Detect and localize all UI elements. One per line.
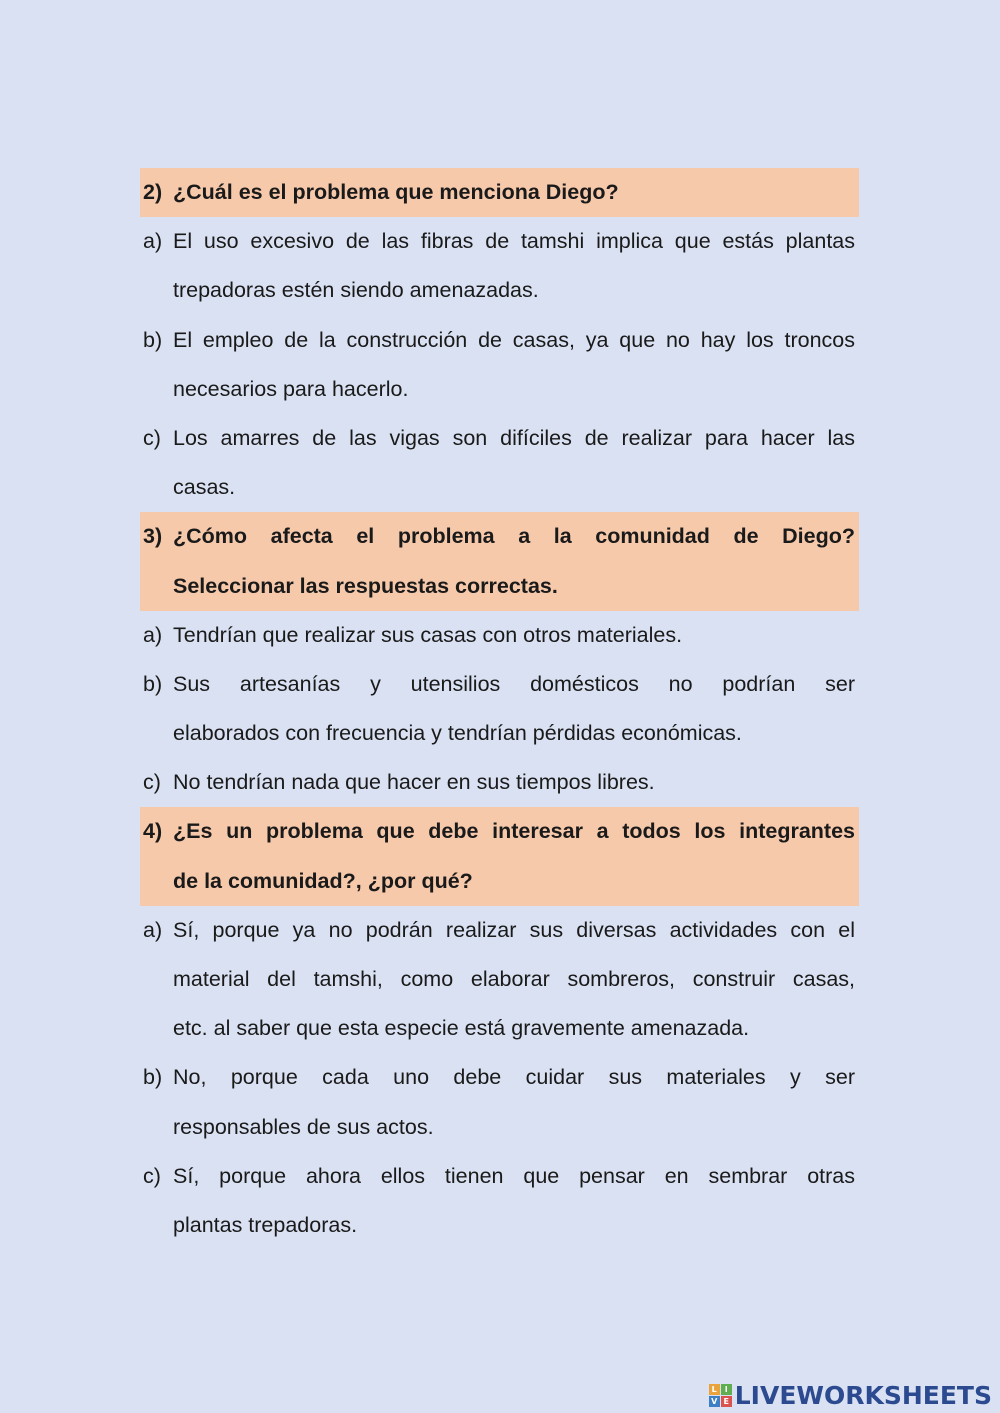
- answer-option[interactable]: [140, 1152, 859, 1201]
- liveworksheets-logo: [709, 1379, 992, 1411]
- answer-option[interactable]: [140, 611, 859, 660]
- option-letter: b): [143, 327, 163, 352]
- option-letter: b): [143, 1065, 163, 1090]
- option-letter: a): [143, 917, 163, 942]
- answer-option-continuation: [140, 955, 859, 1004]
- option-letter: a): [143, 229, 163, 254]
- option-text: plantas trepadoras.: [173, 1212, 358, 1237]
- question-heading: [140, 807, 859, 856]
- question-number: 2): [143, 180, 163, 204]
- question-heading: [140, 512, 859, 561]
- logo-letter: V: [709, 1396, 720, 1407]
- option-text: casas.: [173, 475, 236, 500]
- question-text: de la comunidad?, ¿por qué?: [173, 868, 473, 893]
- answer-option[interactable]: [140, 758, 859, 807]
- option-text: elaborados con frecuencia y tendrían pérdidas económicas.: [173, 721, 742, 746]
- option-text: Sí, porque ahora ellos tienen que pensar en sembrar otras: [173, 1163, 855, 1188]
- answer-option-continuation: [140, 1103, 859, 1152]
- logo-text: LIVEWORKSHEETS: [734, 1380, 992, 1410]
- question-number: 4): [143, 819, 163, 844]
- answer-option[interactable]: [140, 660, 859, 709]
- option-text: No tendrían nada que hacer en sus tiempos libres.: [173, 770, 655, 795]
- option-text: responsables de sus actos.: [173, 1114, 434, 1139]
- logo-letter: I: [721, 1384, 732, 1395]
- option-text: trepadoras estén siendo amenazadas.: [173, 278, 539, 303]
- answer-option[interactable]: [140, 217, 859, 266]
- logo-icon: [709, 1384, 732, 1407]
- answer-option-continuation: [140, 1201, 859, 1250]
- worksheet-content: [140, 168, 859, 1250]
- option-text: No, porque cada uno debe cuidar sus materiales y ser: [173, 1065, 855, 1090]
- logo-letter: E: [721, 1396, 732, 1407]
- question-heading-continuation: [140, 562, 859, 611]
- option-letter: c): [143, 425, 161, 450]
- question-block: [140, 512, 859, 807]
- option-letter: c): [143, 770, 161, 795]
- answer-option[interactable]: [140, 414, 859, 463]
- question-number: 3): [143, 524, 163, 549]
- option-text: Los amarres de las vigas son difíciles de realizar para hacer las: [173, 425, 855, 450]
- question-block: [140, 168, 859, 512]
- question-heading: [140, 168, 859, 217]
- option-text: etc. al saber que esta especie está gravemente amenazada.: [173, 1016, 750, 1041]
- question-text: ¿Cuál es el problema que menciona Diego?: [173, 180, 619, 204]
- option-letter: b): [143, 671, 163, 696]
- answer-option-continuation: [140, 266, 859, 315]
- option-letter: a): [143, 622, 163, 647]
- logo-letter: L: [709, 1384, 720, 1395]
- option-text: necesarios para hacerlo.: [173, 376, 409, 401]
- answer-option-continuation: [140, 1004, 859, 1053]
- answer-option-continuation: [140, 463, 859, 512]
- question-text: Seleccionar las respuestas correctas.: [173, 573, 558, 598]
- question-block: [140, 807, 859, 1250]
- answer-option-continuation: [140, 709, 859, 758]
- answer-option[interactable]: [140, 316, 859, 365]
- answer-option[interactable]: [140, 1053, 859, 1102]
- question-text: ¿Cómo afecta el problema a la comunidad de Diego?: [173, 524, 855, 549]
- option-text: Sí, porque ya no podrán realizar sus diversas actividades con el: [173, 917, 855, 942]
- option-text: material del tamshi, como elaborar sombreros, construir casas,: [173, 967, 855, 991]
- option-letter: c): [143, 1163, 161, 1188]
- option-text: Tendrían que realizar sus casas con otros materiales.: [173, 622, 683, 647]
- option-text: Sus artesanías y utensilios domésticos no podrían ser: [173, 671, 855, 696]
- answer-option-continuation: [140, 365, 859, 414]
- question-heading-continuation: [140, 857, 859, 906]
- option-text: El empleo de la construcción de casas, ya que no hay los troncos: [173, 327, 855, 352]
- option-text: El uso excesivo de las fibras de tamshi implica que estás plantas: [173, 229, 855, 254]
- answer-option[interactable]: [140, 906, 859, 955]
- question-text: ¿Es un problema que debe interesar a todos los integrantes: [173, 819, 855, 844]
